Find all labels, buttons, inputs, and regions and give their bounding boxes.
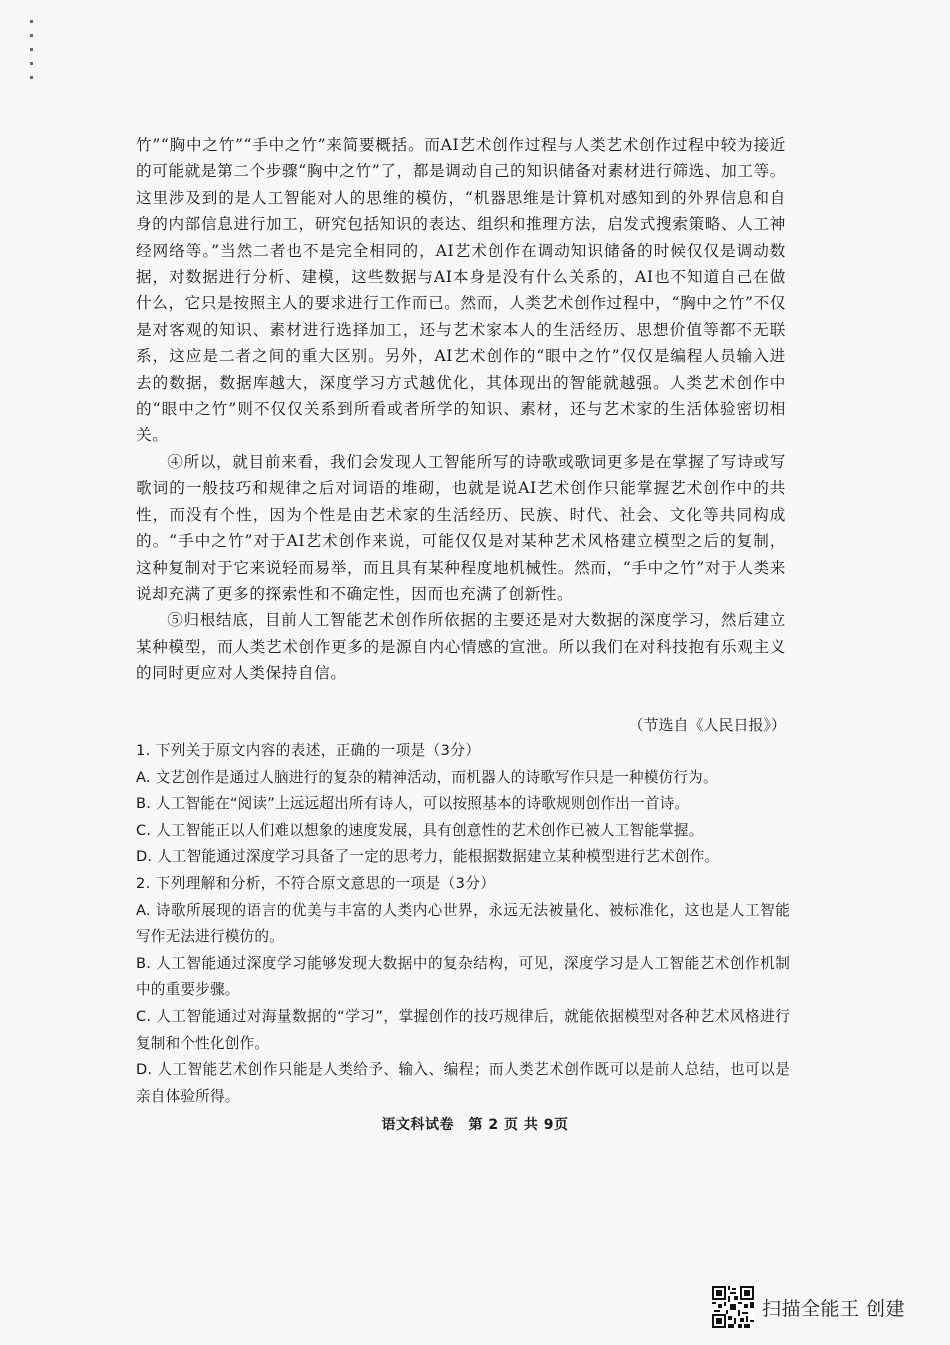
- qr-code-icon: [712, 1286, 754, 1328]
- question-section: [136, 738, 790, 1110]
- passage-source: （节选自《人民日报》）: [628, 716, 786, 734]
- question-2-option-d: D. 人工智能艺术创作只能是人类给予、输入、编程；而人类艺术创作既可以是前人总结，也可以是亲自体验所得。: [136, 1061, 790, 1105]
- question-1-stem: 1. 下列关于原文内容的表述，正确的一项是（3分）: [136, 742, 481, 759]
- page-footer: 语文科试卷 第 2 页 共 9页: [381, 1117, 569, 1133]
- question-2-option-b: B. 人工智能通过深度学习能够发现大数据中的复杂结构，可见，深度学习是人工智能艺术创作机制中的重要步骤。: [136, 954, 790, 999]
- scanner-watermark: [712, 1287, 905, 1327]
- question-2-option-c: C. 人工智能通过对海量数据的“学习”，掌握创作的技巧规律后，就能依据模型对各种艺术风格进行复制和个性化创作。: [136, 1007, 790, 1052]
- question-1-option-a: A. 文艺创作是通过人脑进行的复杂的精神活动，而机器人的诗歌写作只是一种模仿行为。: [136, 768, 718, 786]
- passage-paragraph-3-continued: 竹”“胸中之竹”“手中之竹”来简要概括。而AI艺术创作过程与人类艺术创作过程中较为接近的可能就是第二个步骤“胸中之竹”了，都是调动自己的知识储备对素材进行筛选、加工等。这里涉及到的是人工智能对人的思维的模仿，“机器思维是计算机对感知到的外界信息和自身的内部信息进行加工，研究包括知识的表达、组织和推理方法，启发式搜索策略、人工神经网络等。”当然二者也不是完全相同的，AI艺术创作在调动知识储备的时候仅仅是调动数据，对数据进行分析、建模，这些数据与AI本身是没有什么关系的，AI也不知道自己在做什么，它只是按照主人的要求进行工作而已。然而，人类艺术创作过程中，“胸中之竹”不仅是对客观的知识、素材进行选择加工，还与艺术家本人的生活经历、思想价值等都不无联系，这应是二者之间的重大区别。另外，AI艺术创作的“眼中之竹”仅仅是编程人员输入进去的数据，数据库越大，深度学习方式越优化，其体现出的智能就越强。人类艺术创作中的“眼中之竹”则不仅仅关系到所看或者所学的知识、素材，还与艺术家的生活体验密切相关。: [136, 136, 786, 445]
- question-1-option-b: B. 人工智能在“阅读”上远远超出所有诗人，可以按照基本的诗歌规则创作出一首诗。: [136, 795, 690, 813]
- question-1-option-c: C. 人工智能正以人们难以想象的速度发展，具有创意性的艺术创作已被人工智能掌握。: [136, 821, 704, 839]
- question-2-stem: 2. 下列理解和分析，不符合原文意思的一项是（3分）: [136, 874, 496, 892]
- question-2-option-a: A. 诗歌所展现的语言的优美与丰富的人类内心世界，永远无法被量化、被标准化，这也是人工智能写作无法进行模仿的。: [136, 901, 790, 946]
- passage-paragraph-4: ④所以，就目前来看，我们会发现人工智能所写的诗歌或歌词更多是在掌握了写诗或写歌词的一般技巧和规律之后对词语的堆砌，也就是说AI艺术创作只能掌握艺术创作中的共性，而没有个性，因为个性是由艺术家的生活经历、民族、时代、社会、文化等共同构成的。“手中之竹”对于AI艺术创作来说，可能仅仅是对某种艺术风格建立模型之后的复制，这种复制对于它来说轻而易举，而且具有某种程度地机械性。然而，“手中之竹”对于人类来说却充满了更多的探索性和不确定性，因而也充满了创新性。: [136, 452, 786, 603]
- question-1-option-d: D. 人工智能通过深度学习具备了一定的思考力，能根据数据建立某种模型进行艺术创作。: [136, 848, 720, 866]
- passage-paragraph-5: ⑤归根结底，目前人工智能艺术创作所依据的主要还是对大数据的深度学习，然后建立某种模型，而人类艺术创作更多的是源自内心情感的宣泄。所以我们在对科技抱有乐观主义的同时更应对人类保持自信。: [136, 611, 786, 683]
- watermark-label: 扫描全能王 创建: [762, 1297, 906, 1320]
- reading-passage: [136, 132, 786, 687]
- margin-marks: [30, 20, 34, 90]
